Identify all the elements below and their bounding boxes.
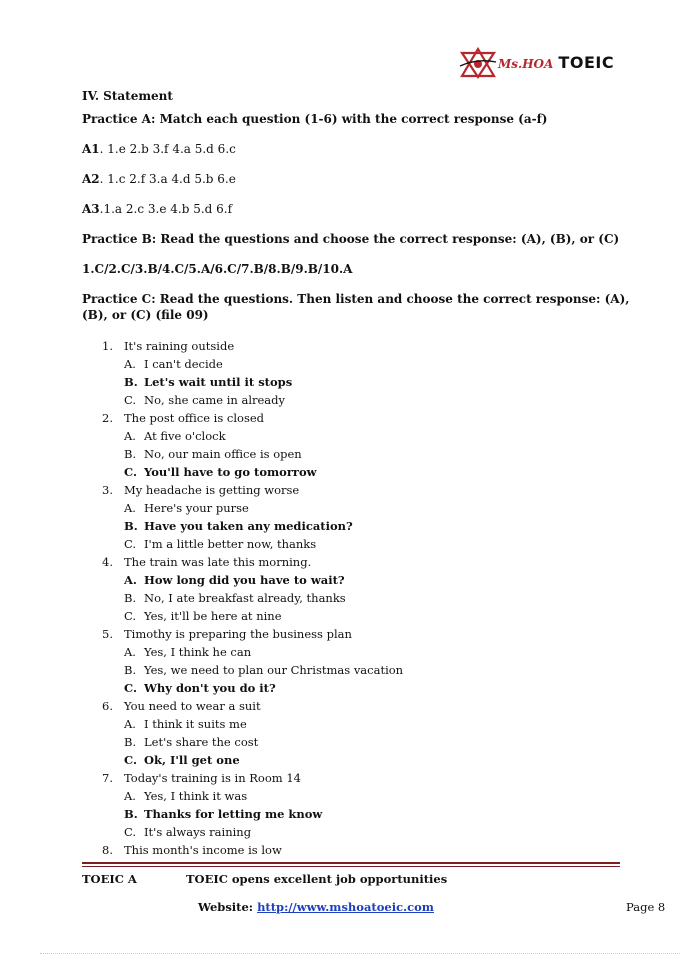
correct-option xyxy=(82,805,642,823)
practice-a-title: Practice A: Match each question (1-6) with the correct response (a-f) xyxy=(82,112,548,126)
page-number: Page 8 xyxy=(626,900,666,914)
question-text: The train was late this morning. xyxy=(124,555,312,569)
website-link[interactable]: http://www.mshoatoeic.com xyxy=(257,900,434,914)
question-item xyxy=(82,769,642,787)
option-letter: A. xyxy=(124,645,136,659)
answer-option xyxy=(82,661,642,679)
option-text: Why don't you do it? xyxy=(144,681,276,695)
website-label: Website: xyxy=(198,900,258,914)
answer-option xyxy=(82,787,642,805)
question-text: You need to wear a suit xyxy=(124,699,261,713)
option-letter: A. xyxy=(124,357,136,371)
option-letter: A. xyxy=(124,789,136,803)
question-item xyxy=(82,337,642,355)
correct-option xyxy=(82,571,642,589)
option-letter: A. xyxy=(124,429,136,443)
option-text: How long did you have to wait? xyxy=(144,573,345,587)
answer-option xyxy=(82,535,642,553)
answer-option xyxy=(82,355,642,373)
correct-option xyxy=(82,373,642,391)
option-letter: A. xyxy=(124,717,136,731)
option-text: I'm a little better now, thanks xyxy=(144,537,317,551)
option-letter: C. xyxy=(124,609,137,623)
option-text: No, I ate breakfast already, thanks xyxy=(144,591,346,605)
question-item xyxy=(82,697,642,715)
practice-b-title: Practice B: Read the questions and choose the correct response: (A), (B), or (C) xyxy=(82,232,620,246)
question-text: The post office is closed xyxy=(124,411,265,425)
correct-option xyxy=(82,517,642,535)
option-text: Have you taken any medication? xyxy=(144,519,353,533)
option-text: No, she came in already xyxy=(144,393,286,407)
option-letter: C. xyxy=(124,393,137,407)
option-letter: B. xyxy=(124,519,138,533)
answer-option xyxy=(82,607,642,625)
option-text: Let's wait until it stops xyxy=(144,375,293,389)
footer-website xyxy=(198,900,434,914)
correct-option xyxy=(82,751,642,769)
question-number: 7. xyxy=(102,771,113,785)
footer-course: TOEIC A xyxy=(82,872,137,886)
answer-option xyxy=(82,733,642,751)
question-item xyxy=(82,481,642,499)
option-letter: B. xyxy=(124,807,138,821)
practice-a-answer-3: A3.1.a 2.c 3.e 4.b 5.d 6.f xyxy=(82,202,233,216)
option-text: Yes, I think it was xyxy=(144,789,248,803)
option-text: Yes, it'll be here at nine xyxy=(144,609,282,623)
option-text: No, our main office is open xyxy=(144,447,302,461)
practice-a-answer-2: A2. 1.c 2.f 3.a 4.d 5.b 6.e xyxy=(82,172,236,186)
option-text: Ok, I'll get one xyxy=(144,753,240,767)
section-heading: IV. Statement xyxy=(82,89,173,103)
option-letter: B. xyxy=(124,591,137,605)
option-letter: A. xyxy=(124,573,137,587)
option-letter: A. xyxy=(124,501,136,515)
answer-option xyxy=(82,391,642,409)
question-text: This month's income is low xyxy=(124,843,282,857)
answer-option xyxy=(82,823,642,841)
option-letter: C. xyxy=(124,753,137,767)
question-number: 4. xyxy=(102,555,113,569)
option-letter: C. xyxy=(124,825,137,839)
question-number: 1. xyxy=(102,339,113,353)
option-letter: B. xyxy=(124,735,137,749)
option-text: Let's share the cost xyxy=(144,735,259,749)
question-text: Today's training is in Room 14 xyxy=(124,771,301,785)
option-text: I think it suits me xyxy=(144,717,247,731)
option-text: Thanks for letting me know xyxy=(144,807,323,821)
question-item xyxy=(82,841,642,859)
option-letter: C. xyxy=(124,537,137,551)
brand-logo xyxy=(458,46,620,80)
option-letter: C. xyxy=(124,465,137,479)
option-letter: C. xyxy=(124,681,137,695)
page-bottom-divider xyxy=(40,953,680,954)
option-text: Here's your purse xyxy=(144,501,249,515)
question-item xyxy=(82,553,642,571)
option-text: Yes, we need to plan our Christmas vacation xyxy=(144,663,404,677)
footer-slogan: TOEIC opens excellent job opportunities xyxy=(186,872,448,886)
question-number: 5. xyxy=(102,627,113,641)
question-item xyxy=(82,409,642,427)
option-text: It's always raining xyxy=(144,825,252,839)
practice-a-answer-1: A1. 1.e 2.b 3.f 4.a 5.d 6.c xyxy=(82,142,236,156)
question-number: 3. xyxy=(102,483,113,497)
question-number: 8. xyxy=(102,843,113,857)
footer-rule xyxy=(82,862,620,864)
star-logo-icon xyxy=(458,46,498,80)
correct-option xyxy=(82,679,642,697)
option-letter: B. xyxy=(124,447,137,461)
question-number: 2. xyxy=(102,411,113,425)
answer-option xyxy=(82,445,642,463)
correct-option xyxy=(82,463,642,481)
document-body xyxy=(82,88,642,859)
answer-option xyxy=(82,589,642,607)
logo-toeic-text: TOEIC xyxy=(558,53,615,72)
option-text: Yes, I think he can xyxy=(144,645,252,659)
question-item xyxy=(82,625,642,643)
option-text: You'll have to go tomorrow xyxy=(144,465,317,479)
question-text: It's raining outside xyxy=(124,339,235,353)
practice-b-answers: 1.C/2.C/3.B/4.C/5.A/6.C/7.B/8.B/9.B/10.A xyxy=(82,262,353,276)
answer-option xyxy=(82,715,642,733)
question-text: My headache is getting worse xyxy=(124,483,300,497)
option-text: I can't decide xyxy=(144,357,223,371)
answer-option xyxy=(82,427,642,445)
answer-option xyxy=(82,643,642,661)
option-letter: B. xyxy=(124,663,137,677)
option-letter: B. xyxy=(124,375,138,389)
logo-ms-text: Ms.HOA xyxy=(498,57,554,71)
question-number: 6. xyxy=(102,699,113,713)
answer-option xyxy=(82,499,642,517)
question-text: Timothy is preparing the business plan xyxy=(124,627,352,641)
practice-c-question-list xyxy=(82,337,642,859)
practice-c-title: Practice C: Read the questions. Then listen and choose the correct response: (A), (B), or (C) (file 09) xyxy=(82,292,630,322)
option-text: At five o'clock xyxy=(144,429,226,443)
footer-rule-thin xyxy=(82,866,620,867)
